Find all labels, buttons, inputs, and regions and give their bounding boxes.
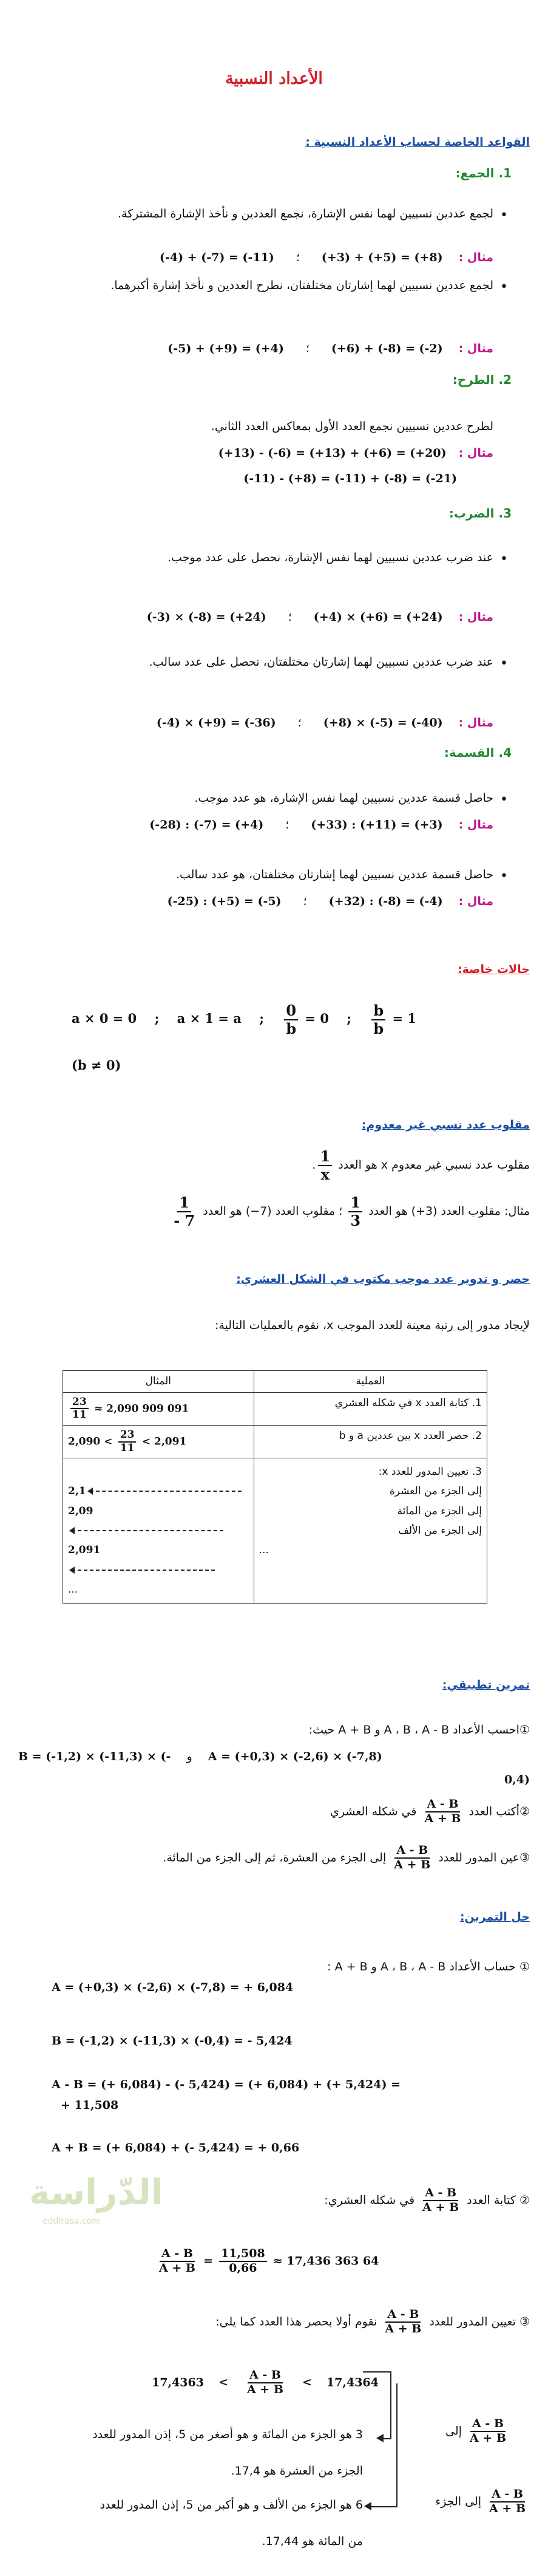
exercise-heading: تمرين تطبيقي: (442, 1678, 530, 1692)
solution-round-hundredths-fraction: $\frac{A - B}{A + B}$ إلى الجزء (435, 2488, 530, 2516)
rounding-intro: لإيجاد مدور إلى رتبة معينة للعدد الموجب x، نقوم بالعمليات التالية: (214, 1319, 530, 1332)
zero-over-b-fraction: $\frac{0}{b}$ (284, 1002, 298, 1037)
subtraction-heading: 2. الطرح: (452, 372, 512, 387)
table-row: 3. تعيين المدور للعدد x: إلى الجزء من العشرة إلى الجزء من المائة إلى الجزء من الألف ... 2,1 2,09 2,091 ... (63, 1458, 487, 1604)
multiplication-rule-diff-sign: • عند ضرب عددين نسبيين لهما إشارتان مختلفتان، نحصل على عدد سالب. (32, 655, 493, 671)
solution-a-minus-b-line-2: + 11,508 (61, 2099, 119, 2112)
subtraction-rule: لطرح عددين نسبيين نجمع العدد الأول بمعاكس العدد الثاني. (211, 420, 493, 433)
a-minus-b-over-a-plus-b-fraction: $\frac{A - B}{A + B}$ (489, 2487, 526, 2515)
rules-heading: القواعد الخاصة لحساب الأعداد النسبية : (305, 135, 530, 149)
exercise-values-tail: 0,4) (504, 1773, 530, 1786)
a-minus-b-over-a-plus-b-fraction: $\frac{A - B}{A + B}$ (159, 2247, 195, 2275)
inverse-heading: مقلوب عدد نسبي غير معدوم: (361, 1118, 530, 1132)
column-example: المثال (63, 1371, 254, 1393)
inverse-definition: مقلوب عدد نسبي غير معدوم x هو العدد $\frac{1}{x}$ . (312, 1147, 530, 1183)
twenty-three-over-eleven-fraction: $\frac{23}{11}$ (118, 1429, 137, 1454)
addition-rule-same-sign: • لجمع عددين نسبيين لهما نفس الإشارة، نجمع العددين و نأخذ الإشارة المشتركة. (32, 207, 493, 222)
bracket-line (370, 2506, 397, 2507)
solution-round-tenths-fraction: $\frac{A - B}{A + B}$ إلى (445, 2417, 510, 2445)
solution-decimal-form: $\frac{A - B}{A + B}$ = $\frac{11,508}{0,66}$ ≈ 17,436 363 64 (155, 2247, 379, 2275)
division-heading: 4. القسمة: (444, 745, 512, 760)
table-row: 1. كتابة العدد x في شكله العشري $\frac{23}{11}$ ≈ 2,090 909 091 (63, 1392, 487, 1425)
solution-heading: حل التمرين: (459, 1910, 530, 1924)
bracket-line (382, 2438, 391, 2439)
division-example-1: مثال : (+33) : (+11) = (+3) ؛ (-28) : (-7) = (+4) (149, 818, 493, 832)
rounding-heading: حصر و تدوير عدد موجب مكتوب في الشكل العشري: (236, 1273, 530, 1286)
exercise-values: B = (-1,2) × (-11,3) × (- و A = (+0,3) × (-2,6) × (-7,8) (18, 1750, 382, 1763)
a-minus-b-over-a-plus-b-fraction: $\frac{A - B}{A + B}$ (470, 2417, 506, 2445)
subtraction-example-1: مثال : (+13) - (-6) = (+13) + (+6) = (+20) (218, 446, 493, 460)
special-cases-heading: حالات خاصة: (458, 963, 530, 976)
arrow-left-icon (72, 1570, 215, 1571)
solution-step-3: ③ تعيين المدور للعدد $\frac{A - B}{A + B}$ نقوم أولا بحصر هذا العدد كما يلي: (215, 2308, 530, 2335)
exercise-question-1: ①احسب الأعداد A ، B ، A - B و A + B حيث: (308, 1723, 530, 1737)
column-operation: العملية (254, 1371, 487, 1393)
a-minus-b-over-a-plus-b-fraction: $\frac{A - B}{A + B}$ (385, 2308, 422, 2335)
one-over-x-fraction: $\frac{1}{x}$ (318, 1148, 332, 1183)
table-row: 2. حصر العدد x بين عددين a و b 2,090 < $\frac{23}{11}$ < 2,091 (63, 1426, 487, 1458)
solution-a-minus-b-line-1: A - B = (+ 6,084) - (- 5,424) = (+ 6,084) + (+ 5,424) = (52, 2078, 401, 2091)
arrow-left-icon (376, 2434, 384, 2442)
multiplication-example-1: مثال : (+4) × (+6) = (+24) ؛ (-3) × (-8) = (+24) (146, 610, 493, 624)
division-rule-diff-sign: • حاصل قسمة عددين نسبيين لهما إشارتان مختلفتان، هو عدد سالب. (32, 867, 493, 883)
special-cases-condition: (b ≠ 0) (72, 1057, 121, 1073)
solution-a-value: A = (+0,3) × (-2,6) × (-7,8) = + 6,084 (52, 1981, 294, 1994)
one-over-minus-seven-fraction: $\frac{1}{- 7}$ (174, 1194, 195, 1229)
solution-b-value: B = (-1,2) × (-11,3) × (-0,4) = - 5,424 (52, 2034, 293, 2048)
multiplication-rule-same-sign: • عند ضرب عددين نسبيين لهما نفس الإشارة، نحصل على عدد موجب. (32, 550, 493, 566)
a-minus-b-over-a-plus-b-fraction: $\frac{A - B}{A + B}$ (424, 1797, 461, 1825)
bracket-line (363, 2371, 391, 2373)
exercise-question-2: ②أكتب العدد $\frac{A - B}{A + B}$ في شكله العشري (330, 1797, 530, 1825)
addition-heading: 1. الجمع: (455, 166, 512, 180)
multiplication-example-2: مثال : (+8) × (-5) = (-40) ؛ (-4) × (+9) = (-36) (156, 716, 493, 729)
table-header-row (63, 1371, 487, 1393)
one-over-three-fraction: $\frac{1}{3}$ (348, 1194, 362, 1229)
addition-example-2: مثال : (+6) + (-8) = (-2) ؛ (-5) + (+9) = (+4) (167, 342, 493, 355)
solution-step-1: ① حساب الأعداد A ، B ، A - B و A + B : (327, 1960, 530, 1973)
a-minus-b-over-a-plus-b-fraction: $\frac{A - B}{A + B}$ (394, 1843, 431, 1871)
page-title: الأعداد النسبية (225, 69, 323, 88)
solution-round-tenths-result: الجزء من العشرة هو 17,4. (231, 2464, 363, 2478)
division-rule-same-sign: • حاصل قسمة عددين نسبيين لهما نفس الإشارة، هو عدد موجب. (32, 791, 493, 807)
division-example-2: مثال : (+32) : (-8) = (-4) ؛ (-25) : (+5) = (-5) (167, 895, 493, 908)
arrow-left-icon (364, 2502, 371, 2510)
watermark-url: eddirasa.com (42, 2216, 100, 2226)
special-cases-formulas: a × 0 = 0 ; a × 1 = a ; $\frac{0}{b}$ = 0 ; $\frac{b}{b}$ = 1 (72, 1002, 416, 1037)
subtraction-example-2: (-11) - (+8) = (-11) + (-8) = (-21) (243, 472, 457, 485)
value-fraction: $\frac{11,508}{0,66}$ (219, 2247, 267, 2275)
a-minus-b-over-a-plus-b-fraction: $\frac{A - B}{A + B}$ (246, 2368, 283, 2396)
arrow-left-icon (90, 1491, 242, 1492)
bracket-line (396, 2383, 397, 2506)
addition-rule-diff-sign: • لجمع عددين نسبيين لهما إشارتان مختلفتان، نطرح العددين و نأخذ إشارة أكبرهما. (32, 278, 493, 294)
rounding-table (63, 1370, 487, 1604)
solution-step-2: ② كتابة العدد $\frac{A - B}{A + B}$ في شكله العشري: (324, 2186, 530, 2214)
inverse-example: مثال: مقلوب العدد (3+) هو العدد $\frac{1}{3}$ ؛ مقلوب العدد (7−) هو العدد $\frac{1}{- 7}$ (169, 1194, 530, 1229)
watermark-logo: الدّراسة (29, 2171, 163, 2213)
solution-round-tenths: 3 هو الجزء من المائة و هو أصغر من 5، إذن المدور للعدد (92, 2428, 363, 2441)
solution-round-hundredths-result: من المائة هو 17,44. (262, 2535, 363, 2548)
solution-a-plus-b: A + B = (+ 6,084) + (- 5,424) = + 0,66 (52, 2141, 300, 2154)
solution-round-hundredths: 6 هو الجزء من الألف و هو أكبر من 5، إذن المدور للعدد (100, 2498, 363, 2512)
arrow-left-icon (72, 1530, 223, 1531)
bracket-line (390, 2371, 391, 2438)
addition-example-1: مثال : (+3) + (+5) = (+8) ؛ (-4) + (-7) = (-11) (160, 251, 493, 264)
exercise-question-3: ③عين المدور للعدد $\frac{A - B}{A + B}$ إلى الجزء من العشرة، ثم إلى الجزء من المائة. (163, 1843, 530, 1871)
b-over-b-fraction: $\frac{b}{b}$ (371, 1002, 385, 1037)
twenty-three-over-eleven-fraction: $\frac{23}{11}$ (70, 1396, 89, 1421)
solution-bounds: 17,4363 < $\frac{A - B}{A + B}$ < 17,4364 (152, 2368, 379, 2396)
multiplication-heading: 3. الضرب: (448, 506, 512, 521)
a-minus-b-over-a-plus-b-fraction: $\frac{A - B}{A + B}$ (422, 2186, 459, 2214)
